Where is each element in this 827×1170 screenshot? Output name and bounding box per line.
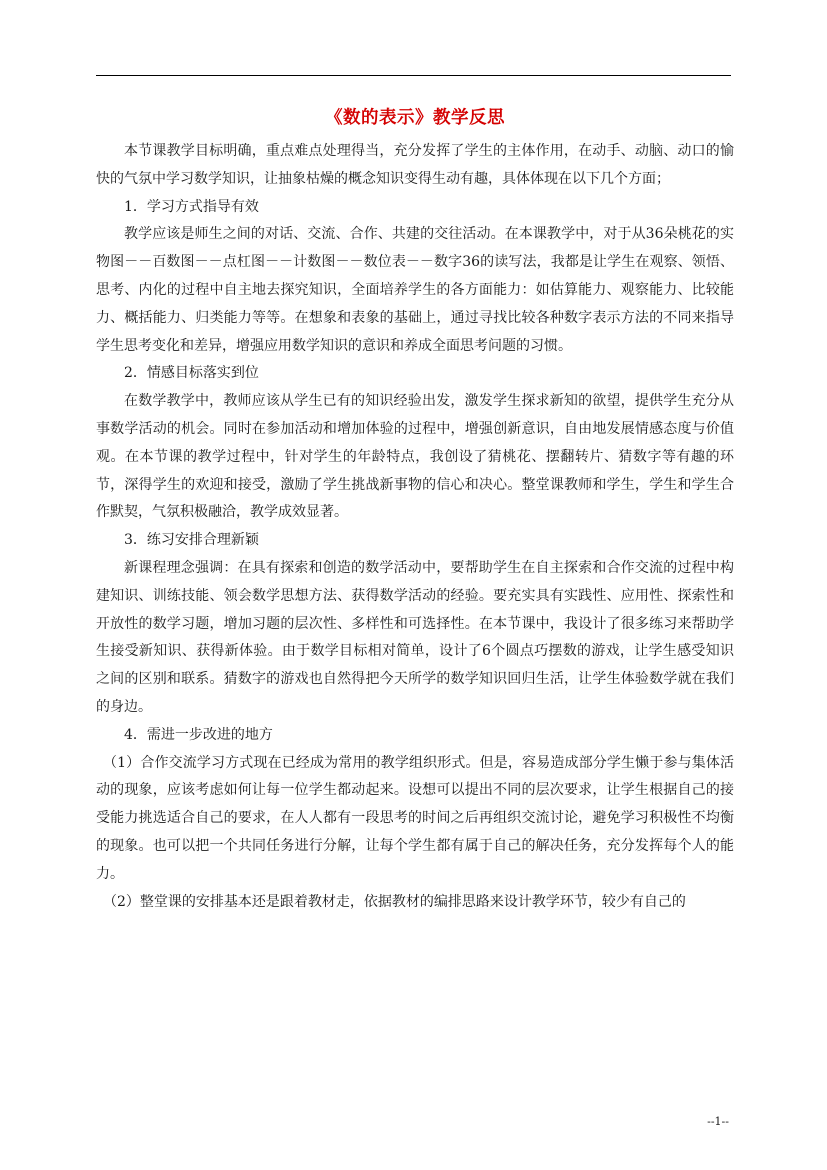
section-paragraph-1: 教学应该是师生之间的对话、交流、合作、共建的交往活动。在本课教学中，对于从36朵桃花的实物图－－百数图－－点杠图－－计数图－－数位表－－数字36的读写法，我都是让学生在观察、领悟、思考、内化的过程中自主地去探究知识，全面培养学生的各方面能力：如估算能力、观察能力、比较能力、概括能力、归类能力等等。在想象和表象的基础上，通过寻找比较各种数字表示方法的不同来指导学生思考变化和差异，增强应用数学知识的意识和养成全面思考问题的习惯。 [96, 226, 734, 354]
section-heading-1: 1．学习方式指导有效 [124, 198, 259, 215]
section-heading-3: 3．练习安排合理新颖 [124, 532, 259, 549]
header-rule [96, 75, 731, 76]
intro-paragraph: 本节课教学目标明确，重点难点处理得当，充分发挥了学生的主体作用，在动手、动脑、动口的愉快的气氛中学习数学知识，让抽象枯燥的概念知识变得生动有趣，具体体现在以下几个方面； [96, 143, 734, 187]
document-title: 《数的表示》教学反思 [325, 108, 505, 128]
improvement-item-1: （1）合作交流学习方式现在已经成为常用的教学组织形式。但是，容易造成部分学生懒于参与集体活动的现象，应该考虑如何让每一位学生都动起来。设想可以提出不同的层次要求，让学生根据自己的接受能力挑选适合自己的要求，在人人都有一段思考的时间之后再组织交流讨论，避免学习积极性不均衡的现象。也可以把一个共同任务进行分解，让每个学生都有属于自己的解决任务，充分发挥每个人的能力。 [96, 754, 734, 882]
section-paragraph-2: 在数学教学中，教师应该从学生已有的知识经验出发，激发学生探求新知的欲望，提供学生充分从事数学活动的机会。同时在参加活动和增加体验的过程中，增强创新意识，自由地发展情感态度与价值观。在本节课的教学过程中，针对学生的年龄特点，我创设了猜桃花、摆翻转片、猜数字等有趣的环节，深得学生的欢迎和接受，激励了学生挑战新事物的信心和决心。整堂课教师和学生，学生和学生合作默契，气氛积极融洽，教学成效显著。 [96, 393, 734, 521]
document-body [96, 106, 734, 916]
section-paragraph-3: 新课程理念强调：在具有探索和创造的数学活动中，要帮助学生在自主探索和合作交流的过程中构建知识、训练技能、领会数学思想方法、获得数学活动的经验。要充实具有实践性、应用性、探索性和开放性的数学习题，增加习题的层次性、多样性和可选择性。在本节课中，我设计了很多练习来帮助学生接受新知识、获得新体验。由于数学目标相对简单，设计了6个圆点巧摆数的游戏，让学生感受知识之间的区别和联系。猜数字的游戏也自然得把今天所学的数学知识回归生活，让学生体验数学就在我们的身边。 [96, 559, 734, 715]
section-heading-2: 2．情感目标落实到位 [124, 365, 259, 382]
improvement-item-2: （2）整堂课的安排基本还是跟着教材走，依据教材的编排思路来设计教学环节，较少有自己的 [103, 893, 686, 910]
page-number: --1-- [707, 1115, 729, 1128]
section-heading-4: 4．需进一步改进的地方 [124, 726, 273, 743]
